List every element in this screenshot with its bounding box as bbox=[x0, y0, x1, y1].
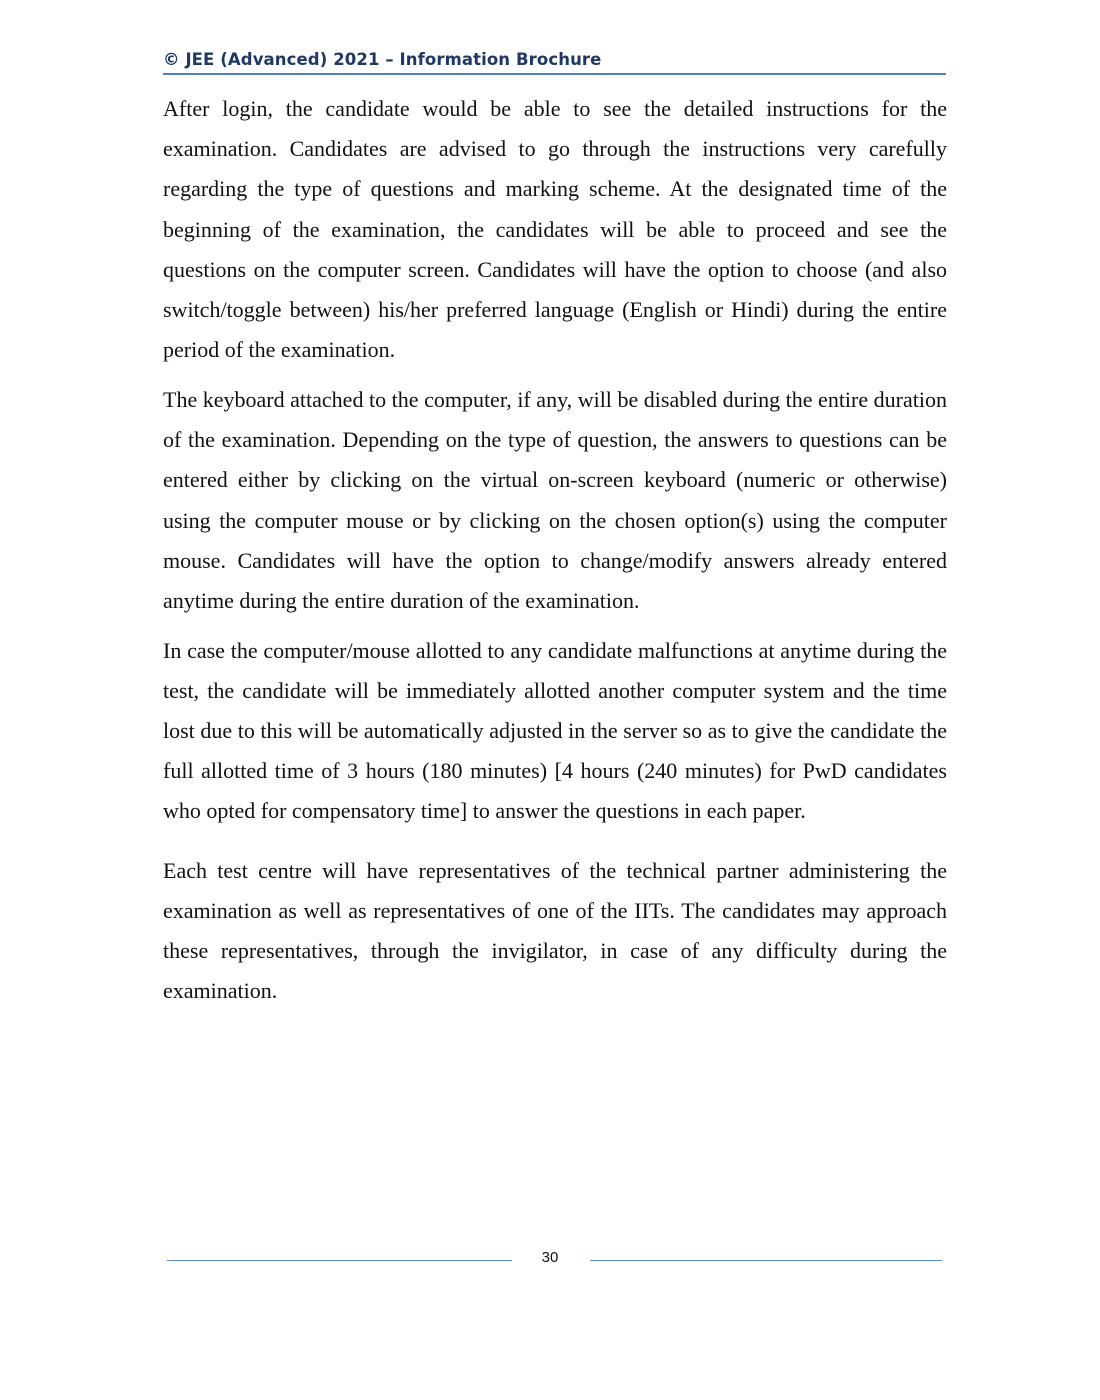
page-header-title: © JEE (Advanced) 2021 – Information Brochure bbox=[163, 50, 602, 69]
document-body bbox=[163, 89, 947, 1011]
header-divider bbox=[163, 73, 946, 75]
footer-divider-left bbox=[167, 1260, 512, 1261]
paragraph-computer-malfunction: In case the computer/mouse allotted to any candidate malfunctions at anytime during the test, the candidate will be immediately allotted another computer system and the time lost due to this will be automatically adjusted in the server so as to give the candidate the full allotted time of 3 hours (180 minutes) [4 hours (240 minutes) for PwD candidates who opted for compensatory time] to answer the questions in each paper. bbox=[163, 637, 947, 824]
footer-divider-right bbox=[590, 1260, 942, 1261]
paragraph-keyboard-input: The keyboard attached to the computer, if any, will be disabled during the entire duration of the examination. Depending on the type of question, the answers to questions can be entered either by clicking on the virtual on-screen keyboard (numeric or otherwise) using the computer mouse or by clicking on the chosen option(s) using the computer mouse. Candidates will have the option to change/modify answers already entered anytime during the entire duration of the examination. bbox=[163, 386, 947, 613]
paragraph-test-centre-representatives: Each test centre will have representatives of the technical partner administering the examination as well as representatives of one of the IITs. The candidates may approach these representatives, through the invigilator, in case of any difficulty during the examination. bbox=[163, 857, 947, 1004]
page-number: 30 bbox=[541, 1249, 559, 1266]
paragraph-login-instructions: After login, the candidate would be able to see the detailed instructions for the examination. Candidates are advised to go through the instructions very carefully regarding the type of questions and marking scheme. At the designated time of the beginning of the examination, the candidates will be able to proceed and see the questions on the computer screen. Candidates will have the option to choose (and also switch/toggle between) his/her preferred language (English or Hindi) during the entire period of the examination. bbox=[163, 96, 947, 363]
